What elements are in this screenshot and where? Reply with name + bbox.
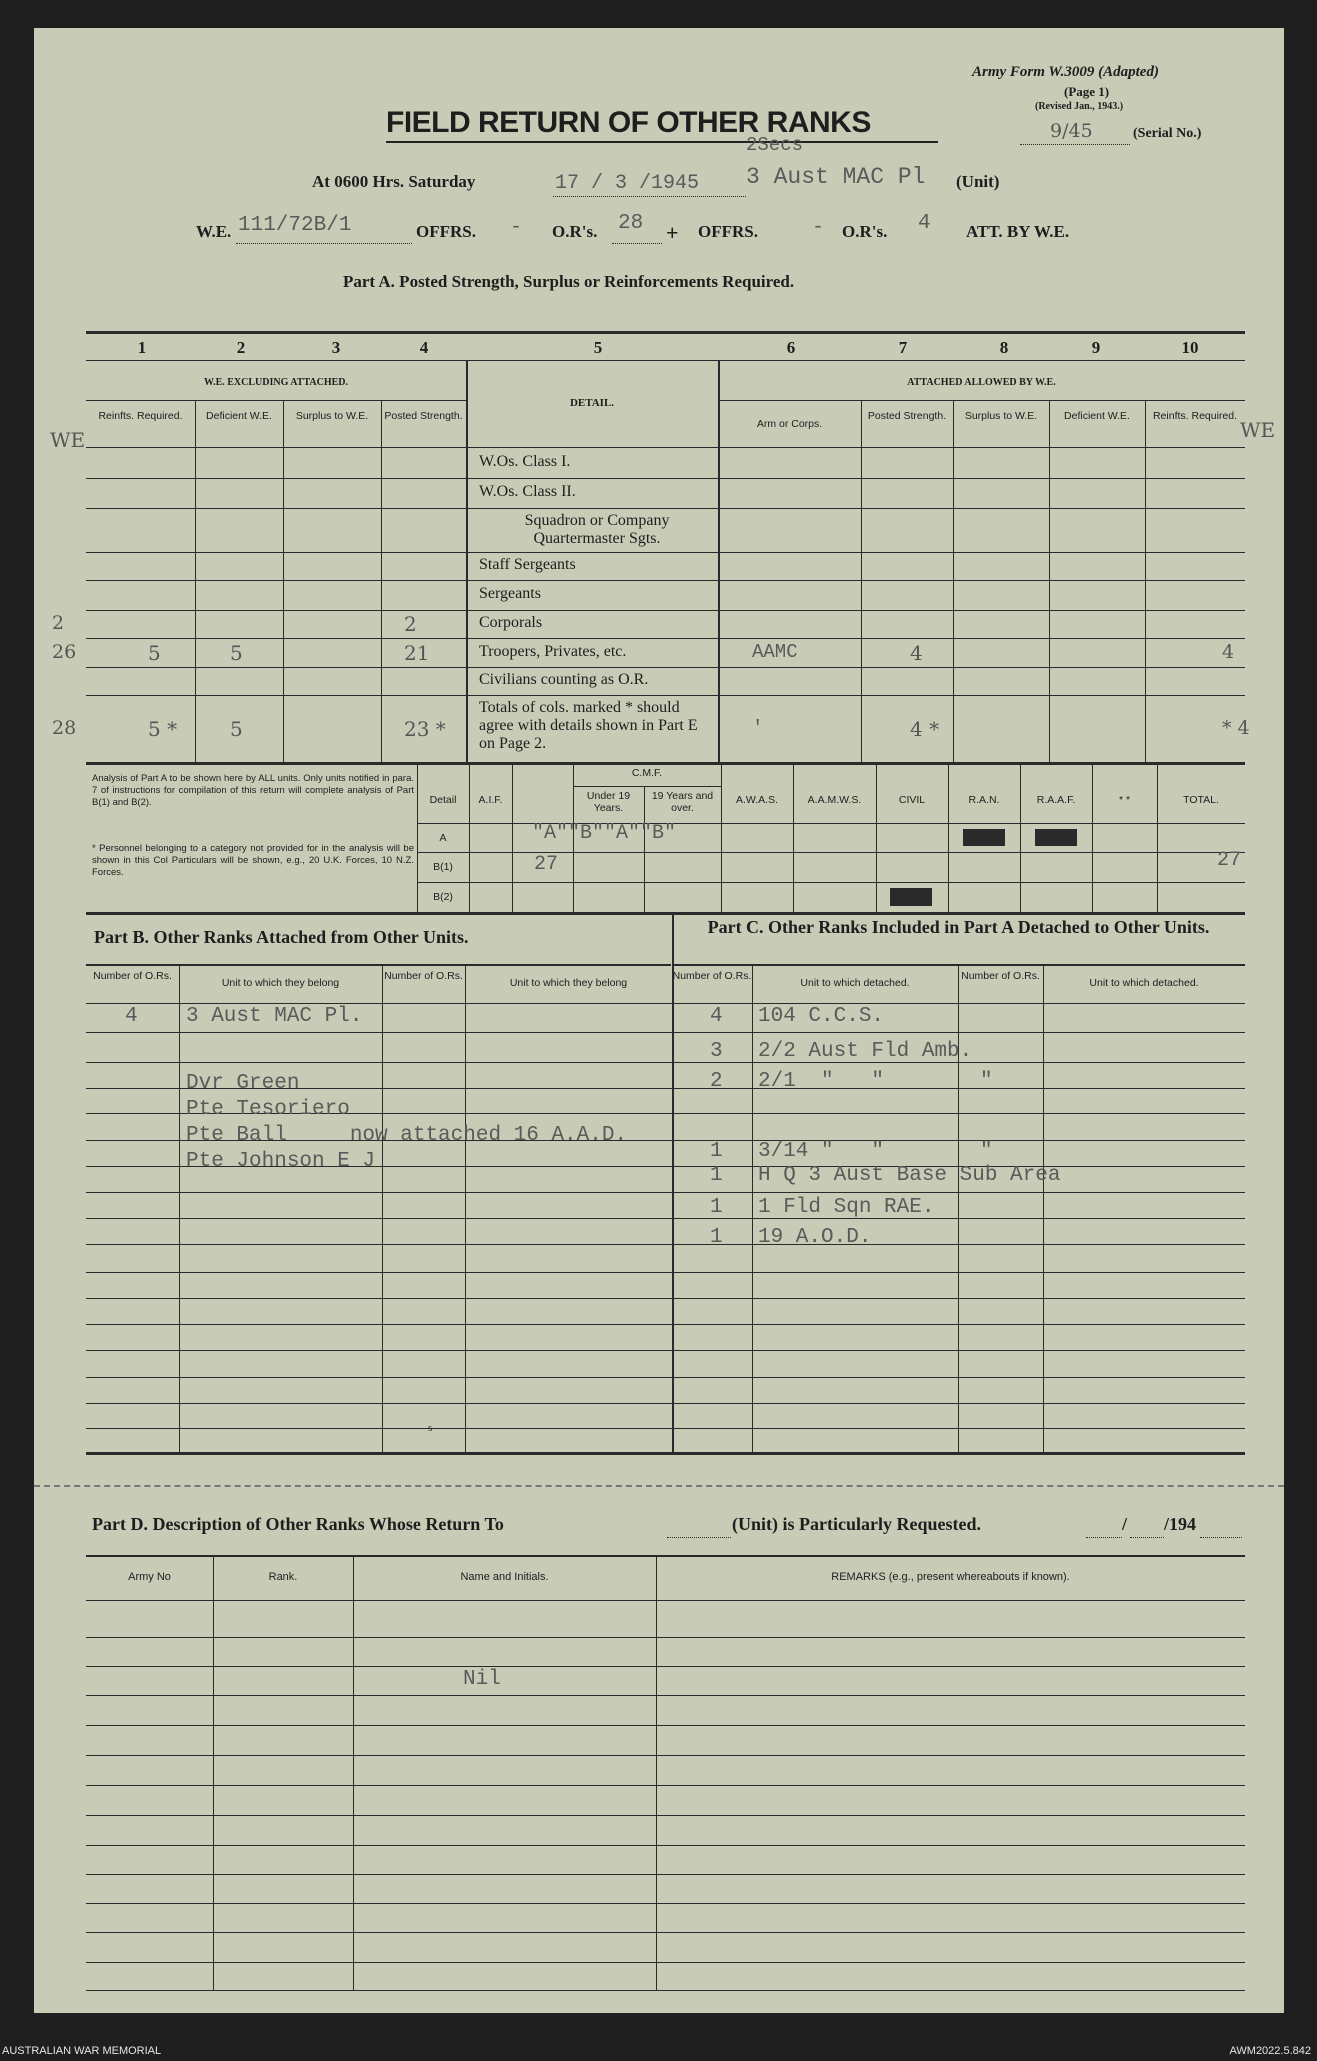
redaction-ran-a: [963, 829, 1005, 846]
part-c-number: 1: [710, 1140, 723, 1163]
part-bc-head: Number of O.Rs.: [961, 970, 1040, 982]
part-c-entry: [0, 1140, 1317, 1166]
analysis-note: Analysis of Part A to be shown here by ALL units. Only units notified in para. 7 of instructions for compilation of this return will complete analysis of Part B(1) and B(2).: [92, 773, 414, 808]
row-detail: Staff Sergeants: [479, 556, 576, 573]
column-head: Surplus to W.E.: [295, 410, 369, 422]
analysis-head: A.A.M.W.S.: [807, 794, 862, 806]
part-c-unit: H Q 3 Aust Base Sub Area: [758, 1164, 1061, 1187]
analysis-head: A.I.F.: [478, 794, 503, 806]
row-reinfts: 5: [148, 640, 161, 665]
part-bc-head: Number of O.Rs.: [384, 970, 463, 982]
column-number: 6: [786, 338, 796, 357]
row-deficient: 5: [230, 640, 243, 665]
part-d-head: REMARKS (e.g., present whereabouts if known).: [831, 1571, 1070, 1583]
row-detail: Sergeants: [479, 585, 541, 602]
analysis-overlay: "A""B""A""B": [532, 822, 677, 845]
part-d-title-d: /194: [1164, 1514, 1197, 1534]
column-number: 2: [236, 338, 246, 357]
part-c-number: 2: [710, 1070, 723, 1093]
analysis-head: A.W.A.S.: [735, 794, 778, 806]
group-attached-allowed: ATTACHED ALLOWED BY W.E.: [907, 377, 1056, 388]
row-we-margin: 26: [52, 640, 77, 663]
row-posted: 21: [404, 640, 430, 665]
ors-label: O.R's.: [552, 222, 598, 241]
analysis-head: * *: [1118, 794, 1131, 806]
analysis-row-label: B(1): [433, 861, 453, 873]
row-right-margin: * 4: [1222, 716, 1250, 739]
row-deficient: 5: [230, 716, 243, 741]
analysis-head: CIVIL: [898, 794, 926, 806]
part-c-entry: [0, 1164, 1317, 1190]
part-b-unit: Pte Johnson E J: [186, 1150, 376, 1173]
part-a-row: [0, 508, 1317, 552]
part-bc-head: Unit to which detached.: [800, 977, 910, 989]
revised-date: (Revised Jan., 1943.): [1035, 101, 1124, 112]
row-arm-corps: ': [752, 716, 764, 739]
column-head: Arm or Corps.: [756, 418, 823, 430]
column-number: 7: [898, 338, 908, 357]
att-label: ATT. BY W.E.: [966, 222, 1070, 241]
part-d-head: Name and Initials.: [460, 1571, 549, 1583]
offrs-label: OFFRS.: [416, 222, 476, 241]
page-title: FIELD RETURN OF OTHER RANKS: [386, 106, 871, 139]
column-number: 1: [137, 338, 147, 357]
row-we-margin: 28: [52, 716, 77, 739]
part-b-entry: [0, 1098, 900, 1124]
part-b-unit: Pte Tesoriero: [186, 1098, 350, 1121]
part-a-row: [0, 638, 1317, 667]
column-head: Posted Strength.: [384, 410, 463, 422]
part-c-title: Part C. Other Ranks Included in Part A Detached to Other Units.: [707, 917, 1210, 937]
part-b-unit: Dvr Green: [186, 1072, 300, 1095]
row-detail: Corporals: [479, 614, 543, 631]
we-margin-left: WE: [50, 428, 86, 452]
part-c-number: 1: [710, 1164, 723, 1187]
row-att-posted: 4 *: [910, 716, 940, 741]
footer-right: AWM2022.5.842: [1229, 2045, 1311, 2057]
we-margin-right: WE: [1240, 418, 1276, 442]
part-c-number: 1: [710, 1196, 723, 1219]
column-number: 4: [419, 338, 429, 357]
part-c-entry: [0, 1070, 1317, 1096]
part-d-title-c: /: [1122, 1514, 1128, 1534]
row-right-margin: 4: [1222, 640, 1235, 663]
serial-label: (Serial No.): [1133, 126, 1202, 141]
analysis-head: R.A.N.: [968, 794, 1000, 806]
row-att-posted: 4: [910, 640, 923, 665]
row-detail: Troopers, Privates, etc.: [479, 642, 627, 660]
part-c-entry: [0, 1196, 1317, 1222]
row-detail: W.Os. Class I.: [479, 452, 571, 470]
analysis-head: Detail: [429, 794, 457, 806]
part-d-title-a: Part D. Description of Other Ranks Whose Return To: [92, 1514, 504, 1534]
column-head: Posted Strength.: [867, 410, 947, 422]
column-number: 10: [1181, 338, 1199, 357]
part-a-row: [0, 580, 1317, 610]
unit-value: 3 Aust MAC Pl: [746, 164, 926, 190]
part-d-title-b: (Unit) is Particularly Requested.: [732, 1514, 981, 1534]
column-number: 8: [999, 338, 1009, 357]
ors-value: 28: [618, 212, 644, 235]
column-head: Surplus to W.E.: [964, 410, 1038, 422]
unit-label: (Unit): [956, 172, 1000, 191]
page-label: (Page 1): [1064, 84, 1110, 99]
part-c-ditto: ": [980, 1140, 993, 1163]
part-c-unit: 2/2 Aust Fld Amb.: [758, 1040, 973, 1063]
part-a-row: [0, 447, 1317, 478]
part-a-row: [0, 478, 1317, 508]
form-reference: Army Form W.3009 (Adapted): [972, 64, 1159, 80]
part-c-entry: [0, 1005, 1317, 1031]
part-bc-head: Unit to which detached.: [1089, 977, 1199, 989]
part-c-number: 4: [710, 1005, 723, 1028]
row-posted: 2: [404, 612, 417, 636]
part-c-entry: [0, 1040, 1317, 1066]
analysis-head: C.M.F.: [631, 767, 663, 779]
row-detail: W.Os. Class II.: [479, 483, 576, 500]
stray-mark: s: [428, 1422, 433, 1434]
part-c-unit: 19 A.O.D.: [758, 1226, 872, 1249]
row-detail: Civilians counting as O.R.: [479, 671, 649, 688]
part-c-unit: 104 C.C.S.: [758, 1005, 885, 1028]
analysis-head: TOTAL.: [1183, 794, 1219, 806]
detail-head: DETAIL.: [569, 397, 615, 409]
column-number: 3: [331, 338, 341, 357]
ors2-value: 4: [918, 212, 931, 235]
part-b-number: 4: [125, 1005, 138, 1028]
part-bc-head: Unit to which they belong: [509, 977, 628, 989]
part-c-number: 1: [710, 1226, 723, 1249]
part-d-head: Rank.: [268, 1571, 298, 1583]
serial-value: 9/45: [1050, 120, 1093, 142]
plus-sign: +: [666, 220, 679, 245]
perforation-line: [34, 1485, 1284, 1487]
unit-note: 2Secs: [746, 134, 804, 156]
we-label: W.E.: [196, 222, 232, 241]
group-we-excluding: W.E. EXCLUDING ATTACHED.: [203, 377, 348, 388]
row-reinfts: 5 *: [148, 716, 178, 741]
part-d-entry: Nil: [463, 1668, 501, 1691]
at-time-label: At 0600 Hrs. Saturday: [312, 172, 476, 191]
row-arm-corps: AAMC: [752, 640, 798, 663]
footer-left: AUSTRALIAN WAR MEMORIAL: [2, 2045, 162, 2057]
analysis-note2: * Personnel belonging to a category not provided for in the analysis will be shown in this Col Particulars will be shown, e.g., 20 U.K. Forces, 10 N.Z. Forces.: [92, 843, 414, 878]
part-a-row: [0, 552, 1317, 580]
we-value: 111/72B/1: [238, 214, 352, 237]
redaction-raaf-a: [1035, 829, 1077, 846]
row-detail: Squadron or Company Quartermaster Sgts.: [524, 512, 670, 547]
part-a-row: [0, 695, 1317, 762]
part-bc-head: Number of O.Rs.: [93, 970, 172, 982]
part-b-unit: 3 Aust MAC Pl.: [186, 1005, 363, 1028]
part-a-row: [0, 667, 1317, 695]
offrs-value: -: [510, 216, 523, 239]
part-a-row: [0, 610, 1317, 638]
part-bc-head: Number of O.Rs.: [672, 970, 752, 982]
analysis-head: 19 Years and over.: [651, 790, 714, 814]
part-b-unit: Pte Ball now attached 16 A.A.D.: [186, 1124, 628, 1147]
part-d-head: Army No: [128, 1571, 171, 1583]
row-we-margin: 2: [52, 612, 65, 634]
offrs2-value: -: [812, 216, 825, 239]
analysis-head: Under 19 Years.: [586, 790, 631, 814]
part-c-unit: 2/1 " ": [758, 1070, 885, 1093]
offrs2-label: OFFRS.: [698, 222, 758, 241]
part-c-unit: 3/14 " ": [758, 1140, 885, 1163]
analysis-row-label: B(2): [433, 891, 453, 903]
column-head: Reinfts. Required.: [1152, 410, 1238, 422]
analysis-row-label: A: [439, 832, 447, 844]
part-c-unit: 1 Fld Sqn RAE.: [758, 1196, 935, 1219]
row-posted: 23 *: [404, 716, 446, 741]
part-b-title: Part B. Other Ranks Attached from Other Units.: [94, 927, 469, 947]
date-value: 17 / 3 /1945: [555, 172, 700, 195]
redaction-civil-b2: [890, 888, 932, 906]
column-head: Reinfts. Required.: [98, 410, 183, 422]
part-a-title: Part A. Posted Strength, Surplus or Reinforcements Required.: [343, 272, 795, 291]
column-head: Deficient W.E.: [206, 410, 272, 422]
part-c-ditto: ": [980, 1070, 993, 1093]
analysis-head: R.A.A.F.: [1036, 794, 1076, 806]
analysis-b1-aif: 27: [534, 853, 559, 876]
ors2-label: O.R's.: [842, 222, 888, 241]
part-c-entry: [0, 1226, 1317, 1252]
column-number: 9: [1091, 338, 1101, 357]
column-number: 5: [593, 338, 603, 357]
row-detail: Totals of cols. marked * should agree with details shown in Part E on Page 2.: [479, 699, 698, 752]
column-head: Deficient W.E.: [1064, 410, 1130, 422]
part-c-number: 3: [710, 1040, 723, 1063]
part-bc-head: Unit to which they belong: [221, 977, 340, 989]
analysis-b1-total: 27: [1217, 849, 1242, 872]
